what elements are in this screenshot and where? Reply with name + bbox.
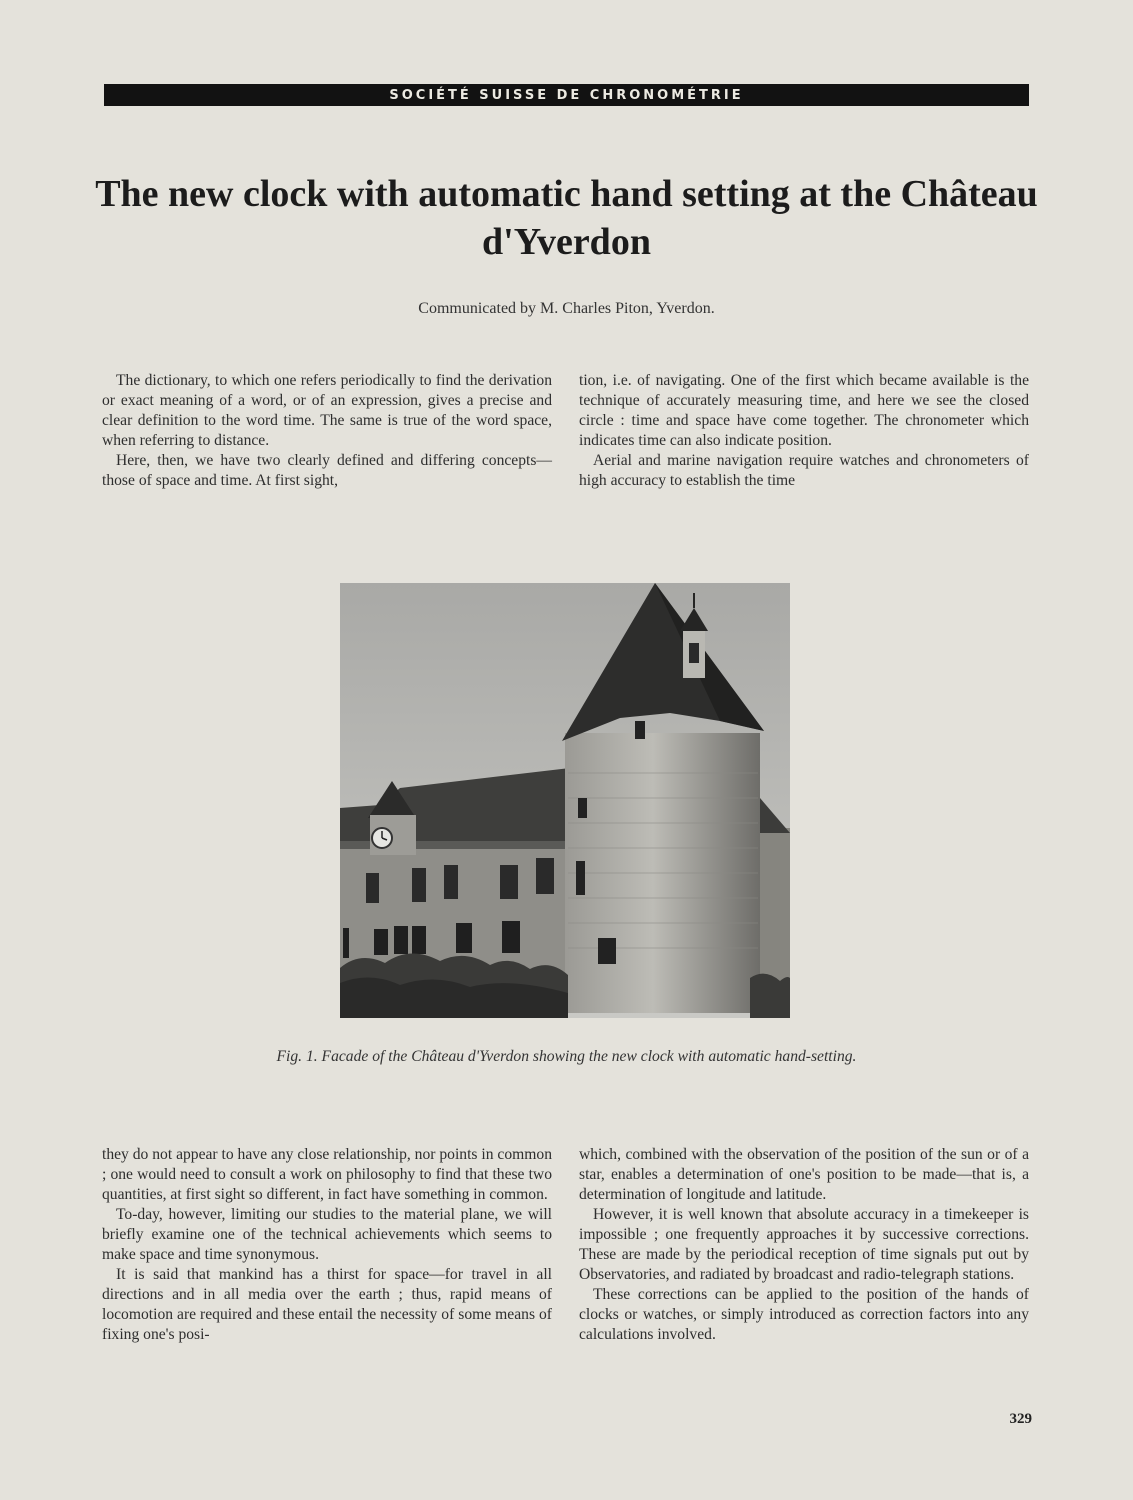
paragraph: they do not appear to have any close relationship, nor points in common ; one would need to consult a work on philosophy to find that these two quantities, at first sight so different, in fact have something in common. <box>102 1146 552 1203</box>
figure-caption: Fig. 1. Facade of the Château d'Yverdon showing the new clock with automatic hand-setting. <box>276 1048 857 1065</box>
text-column-1 <box>102 371 552 491</box>
paragraph: It is said that mankind has a thirst for space—for travel in all directions and in all media over the earth ; thus, rapid means of locomotion are required and these entail the necessity of some means of fixing one's posi- <box>102 1266 552 1343</box>
paragraph: However, it is well known that absolute accuracy in a timekeeper is impossible ; one frequently approaches it by successive corrections. These are made by the periodical reception of time signals put out by Observatories, and radiated by broadcast and radio-telegraph stations. <box>579 1206 1029 1283</box>
text-column-2 <box>579 371 1029 491</box>
journal-header-label: SOCIÉTÉ SUISSE DE CHRONOMÉTRIE <box>389 87 744 103</box>
journal-header-bar <box>104 84 1029 106</box>
paragraph: tion, i.e. of navigating. One of the first which became available is the technique of accurately measuring time, and here we see the closed circle : time and space have come together. The chronometer which indicates time can also indicate position. <box>579 372 1029 449</box>
paragraph: which, combined with the observation of the position of the sun or of a star, enables a determination of one's position to be made—that is, a determination of longitude and latitude. <box>579 1146 1029 1203</box>
chateau-photo-illustration <box>340 583 790 1018</box>
article-byline: Communicated by M. Charles Piton, Yverdon. <box>418 300 715 317</box>
page-number: 329 <box>1009 1411 1032 1427</box>
article-title: The new clock with automatic hand setting at the Château d'Yverdon <box>95 173 1038 263</box>
paragraph: The dictionary, to which one refers periodically to find the derivation or exact meaning of a word, or of an expression, gives a precise and clear definition to the word time. The same is true of the word space, when referring to distance. <box>102 372 552 449</box>
paragraph: Aerial and marine navigation require watches and chronometers of high accuracy to establish the time <box>579 452 1029 489</box>
paragraph: These corrections can be applied to the position of the hands of clocks or watches, or simply introduced as correction factors into any calculations involved. <box>579 1286 1029 1343</box>
text-column-3 <box>102 1145 552 1345</box>
chateau-photo <box>340 583 790 1018</box>
paragraph: Here, then, we have two clearly defined and differing concepts—those of space and time. At first sight, <box>102 452 552 489</box>
paragraph: To-day, however, limiting our studies to the material plane, we will briefly examine one of the technical achievements which seems to make space and time synonymous. <box>102 1206 552 1263</box>
text-column-4 <box>579 1145 1029 1345</box>
